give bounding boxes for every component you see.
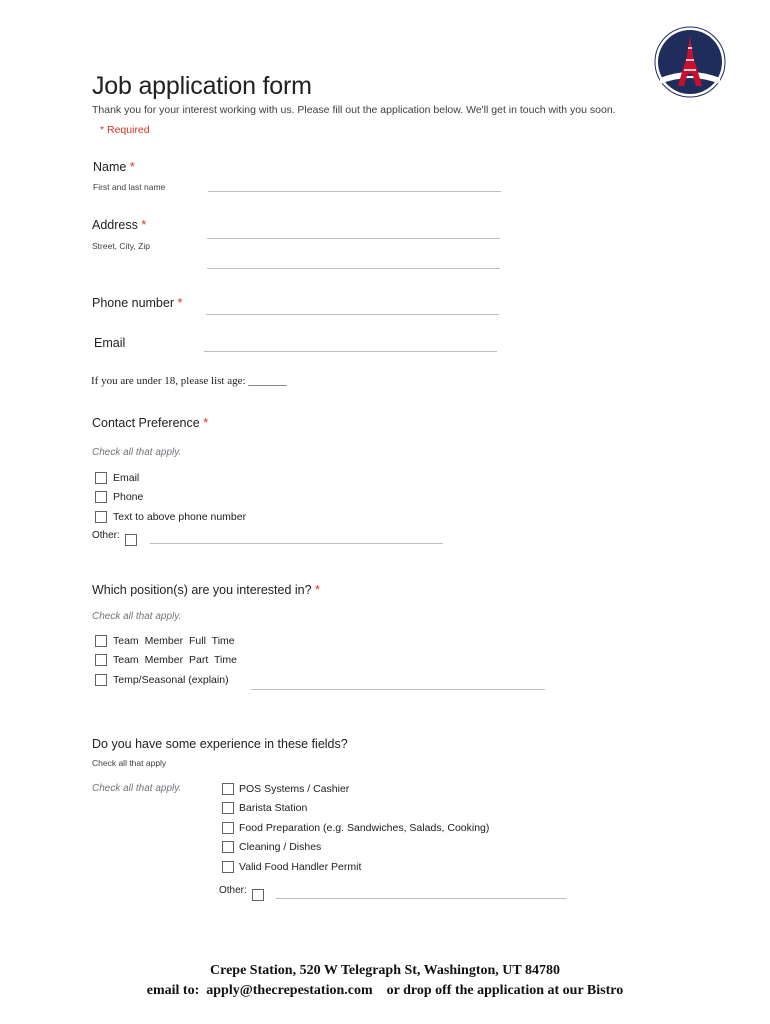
experience-cleaning-checkbox[interactable] [222,841,234,853]
contact-option-label: Email [113,472,140,484]
positions-help: Check all that apply. [92,611,182,622]
contact-preference-label-text: Contact Preference [92,416,200,430]
name-help: First and last name [93,182,166,192]
age-note: If you are under 18, please list age: _______ [91,375,287,387]
position-full-time-checkbox[interactable] [95,635,107,647]
contact-email-checkbox[interactable] [95,472,107,484]
experience-option-label: Cleaning / Dishes [239,841,322,853]
address-label-text: Address [92,218,138,232]
phone-input[interactable] [206,314,499,315]
contact-other-input[interactable] [150,543,443,544]
position-temp-checkbox[interactable] [95,674,107,686]
contact-help: Check all that apply. [92,447,182,458]
phone-label-text: Phone number [92,296,175,310]
contact-preference-label [92,416,208,430]
experience-option-label: Valid Food Handler Permit [239,861,362,873]
address-input-line2[interactable] [207,268,500,269]
contact-phone-checkbox[interactable] [95,491,107,503]
experience-option-label: Food Preparation (e.g. Sandwiches, Salads, Cooking) [239,822,490,834]
experience-option-label: Barista Station [239,802,308,814]
required-note: * Required [100,124,150,136]
phone-label [92,296,182,310]
experience-food-prep-checkbox[interactable] [222,822,234,834]
address-input-line1[interactable] [207,238,500,239]
footer-address: Crepe Station, 520 W Telegraph St, Washington, UT 84780 [210,963,560,978]
contact-option-label: Text to above phone number [113,511,247,523]
required-star: * [177,296,183,310]
required-star: * [141,218,147,232]
required-star: * [315,583,320,597]
eiffel-tower-logo [654,26,726,98]
email-input[interactable] [204,351,497,352]
position-option-label: Team Member Part Time [113,654,237,666]
name-label-text: Name [93,160,127,174]
experience-label: Do you have some experience in these fields? [92,737,348,751]
address-label [92,218,146,232]
name-label [93,160,135,174]
form-title: Job application form [92,72,312,100]
experience-other-checkbox[interactable] [252,889,264,901]
experience-barista-checkbox[interactable] [222,802,234,814]
required-star: * [129,160,135,174]
footer-contact: email to: apply@thecrepestation.com or drop off the application at our Bistro [146,983,624,998]
address-help: Street, City, Zip [92,241,150,251]
position-option-label: Temp/Seasonal (explain) [113,674,229,686]
position-part-time-checkbox[interactable] [95,654,107,666]
contact-text-checkbox[interactable] [95,511,107,523]
experience-permit-checkbox[interactable] [222,861,234,873]
contact-other-label: Other: [92,530,120,541]
experience-sub-help: Check all that apply [92,758,167,768]
experience-pos-checkbox[interactable] [222,783,234,795]
position-option-label: Team Member Full Time [113,635,235,647]
positions-label-text: Which position(s) are you interested in? [92,583,312,597]
form-description: Thank you for your interest working with us. Please fill out the application below. We'll get in touch with you soon. [92,104,616,116]
contact-other-checkbox[interactable] [125,534,137,546]
experience-other-input[interactable] [276,898,566,899]
experience-help: Check all that apply. [92,783,182,794]
positions-label [92,583,320,597]
name-input[interactable] [208,191,501,192]
email-label: Email [94,336,126,350]
temp-explain-input[interactable] [251,689,545,690]
experience-other-label: Other: [219,885,247,896]
required-star: * [203,416,209,430]
experience-option-label: POS Systems / Cashier [239,783,350,795]
contact-option-label: Phone [113,491,144,503]
